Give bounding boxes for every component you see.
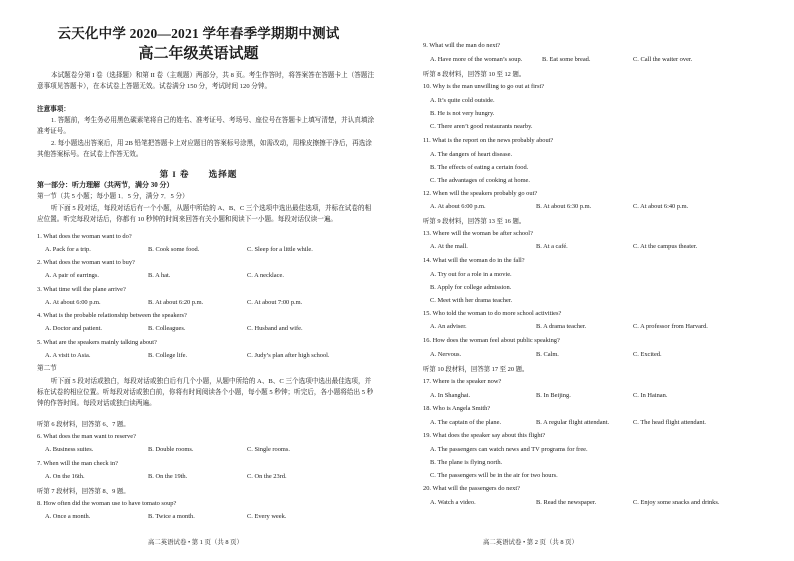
option-18b: B. A regular flight attendant. — [536, 419, 610, 426]
option-3b: B. At about 6:20 p.m. — [148, 299, 204, 306]
option-18a: A. The captain of the plane. — [430, 419, 502, 426]
question-20: 20. What will the passengers do next? — [423, 485, 520, 492]
notice-title: 注意事项： — [37, 106, 70, 113]
page-footer-1: 高二英语试卷 • 第 1 页（共 8 页） — [148, 539, 243, 546]
option-9b: B. Eat some bread. — [542, 56, 591, 63]
part-heading: 第一部分：听力理解（共两节，满分 30 分） — [37, 181, 174, 189]
question-4: 4. What is the probable relationship between the speakers? — [37, 312, 187, 319]
question-6: 6. What does the man want to reserve? — [37, 433, 136, 440]
question-7: 7. When will the man check in? — [37, 460, 118, 467]
question-13: 13. Where will the woman be after school? — [423, 230, 533, 237]
question-12: 12. When will the speakers probably go out? — [423, 190, 538, 197]
listening-note-6: 听第 6 段材料，回答第 6、7 题。 — [37, 421, 130, 428]
question-8: 8. How often did the woman use to have tomato soup? — [37, 500, 177, 507]
option-5b: B. College life. — [148, 352, 188, 359]
option-12b: B. At about 6:30 p.m. — [536, 203, 592, 210]
right-page — [397, 0, 794, 561]
option-14b: B. Apply for college admission. — [430, 284, 512, 291]
option-11c: C. The advantages of cooking at home. — [430, 177, 530, 184]
question-5: 5. What are the speakers mainly talking about? — [37, 339, 157, 346]
question-18: 18. Who is Angela Smith? — [423, 405, 491, 412]
option-5a: A. A visit to Asia. — [45, 352, 91, 359]
option-19c: C. The passengers will be in the air for two hours. — [430, 472, 558, 479]
question-9: 9. What will the man do next? — [423, 42, 501, 49]
notice-1: 1. 答题前，考生务必用黑色碳素笔将自己的姓名、准考证号、考场号、座位号在答题卡上填写清楚，并认真填涂准考证号。 — [37, 117, 375, 136]
option-10c: C. There aren’t good restaurants nearby. — [430, 123, 533, 130]
listening-note-8: 听第 8 段材料，回答第 10 至 12 题。 — [423, 71, 526, 78]
option-6a: A. Business suites. — [45, 446, 94, 453]
option-7b: B. On the 19th. — [148, 473, 188, 480]
option-2c: C. A necklace. — [247, 272, 284, 279]
listening-note-7: 听第 7 段材料，回答第 8、9 题。 — [37, 488, 130, 495]
option-15c: C. A professor from Harvard. — [633, 323, 708, 330]
option-16c: C. Excited. — [633, 351, 662, 358]
section2-desc: 听下面 5 段对话或独白，每段对话或独白后有几个小题，从题中所给的 A、B、C 三个选项中选出最佳选项，并标在试卷的相应位置。听每段对话或独白前，你将有时间阅读各个小题，每小题 5 秒钟；听完后，各小题将给出 5 秒钟的作答时间。每段对话或独白读两遍。 — [37, 378, 374, 408]
question-3: 3. What time will the plane arrive? — [37, 286, 126, 293]
option-15a: A. An adviser. — [430, 323, 467, 330]
option-17a: A. In Shanghai. — [430, 392, 471, 399]
section-title: 第 I 卷 选择题 — [159, 169, 238, 179]
option-13b: B. At a café. — [536, 243, 568, 250]
option-11b: B. The effects of eating a certain food. — [430, 164, 529, 171]
option-17c: C. In Hainan. — [633, 392, 668, 399]
question-10: 10. Why is the man unwilling to go out at first? — [423, 83, 545, 90]
section2-heading: 第二节 — [37, 365, 57, 372]
option-6b: B. Double rooms. — [148, 446, 194, 453]
option-11a: A. The dangers of heart disease. — [430, 151, 513, 158]
section1-desc: 听下面 5 段对话，每段对话后有一个小题，从题中所给的 A、B、C 三个选项中选出最佳选项，并标在试卷的相应位置。听完每段对话后，你都有 10 秒钟的时间来回答有关小题和阅读下一小题。每段对话仅读一遍。 — [37, 205, 372, 224]
option-17b: B. In Beijing. — [536, 392, 571, 399]
option-3a: A. At about 6:00 p.m. — [45, 299, 101, 306]
option-6c: C. Single rooms. — [247, 446, 290, 453]
option-20c: C. Enjoy some snacks and drinks. — [633, 499, 720, 506]
option-20b: B. Read the newspaper. — [536, 499, 597, 506]
option-1c: C. Sleep for a little while. — [247, 246, 313, 253]
question-17: 17. Where is the speaker now? — [423, 378, 502, 385]
question-16: 16. How does the woman feel about public speaking? — [423, 337, 560, 344]
option-4a: A. Doctor and patient. — [45, 325, 102, 332]
question-19: 19. What does the speaker say about this flight? — [423, 432, 546, 439]
question-15: 15. Who told the woman to do more school activities? — [423, 310, 562, 317]
option-8c: C. Every week. — [247, 513, 287, 520]
option-5c: C. Judy’s plan after high school. — [247, 352, 330, 359]
notice-2: 2. 每小题选出答案后，用 2B 铅笔把答题卡上对应题目的答案标号涂黑，如需改动，用橡皮擦擦干净后，再选涂其他答案标号。在试卷上作答无效。 — [37, 140, 372, 159]
option-4c: C. Husband and wife. — [247, 325, 303, 332]
page-footer-2: 高二英语试卷 • 第 2 页（共 8 页） — [483, 539, 578, 546]
option-18c: C. The head flight attendant. — [633, 419, 706, 426]
option-1a: A. Pack for a trip. — [45, 246, 91, 253]
option-8b: B. Twice a month. — [148, 513, 195, 520]
option-16b: B. Calm. — [536, 351, 559, 358]
option-12c: C. At about 6:40 p.m. — [633, 203, 689, 210]
option-9c: C. Call the waiter over. — [633, 56, 693, 63]
subject-title: 高二年级英语试题 — [138, 46, 259, 62]
option-7c: C. On the 23rd. — [247, 473, 287, 480]
option-13c: C. At the campus theater. — [633, 243, 698, 250]
school-title: 云天化中学 2020—2021 学年春季学期期中测试 — [57, 26, 340, 41]
option-13a: A. At the mall. — [430, 243, 468, 250]
listening-note-10: 听第 10 段材料，回答第 17 至 20 题。 — [423, 366, 529, 373]
option-20a: A. Watch a video. — [430, 499, 476, 506]
option-15b: B. A drama teacher. — [536, 323, 587, 330]
option-9a: A. Have more of the woman’s soup. — [430, 56, 523, 63]
option-10b: B. He is not very hungry. — [430, 110, 495, 117]
option-14c: C. Meet with her drama teacher. — [430, 297, 513, 304]
option-12a: A. At about 6:00 p.m. — [430, 203, 486, 210]
option-10a: A. It’s quite cold outside. — [430, 97, 495, 104]
question-11: 11. What is the report on the news probably about? — [423, 137, 554, 144]
intro-paragraph: 本试题卷分第 I 卷（选择题）和第 II 卷（主观题）两部分，共 8 页。考生作答时，将答案答在答题卡上（答题注意事项见答题卡），在本试卷上答题无效。试卷满分 150 分，考试时间 120 分钟。 — [37, 72, 375, 91]
option-1b: B. Cook some food. — [148, 246, 200, 253]
option-8a: A. Once a month. — [45, 513, 91, 520]
option-4b: B. Colleagues. — [148, 325, 186, 332]
option-19a: A. The passengers can watch news and TV programs for free. — [430, 446, 588, 453]
section1-heading: 第一节（共 5 小题；每小题 1．5 分，满分 7．5 分） — [37, 193, 189, 200]
option-7a: A. On the 16th. — [45, 473, 85, 480]
option-16a: A. Nervous. — [430, 351, 462, 358]
question-14: 14. What will the woman do in the fall? — [423, 257, 525, 264]
option-14a: A. Try out for a role in a movie. — [430, 271, 512, 278]
option-2a: A. A pair of earrings. — [45, 272, 99, 279]
option-2b: B. A hat. — [148, 272, 171, 279]
option-19b: B. The plane is flying north. — [430, 459, 503, 466]
listening-note-9: 听第 9 段材料，回答第 13 至 16 题。 — [423, 218, 526, 225]
question-2: 2. What does the woman want to buy? — [37, 259, 135, 266]
question-1: 1. What does the woman want to do? — [37, 233, 132, 240]
option-3c: C. At about 7:00 p.m. — [247, 299, 303, 306]
